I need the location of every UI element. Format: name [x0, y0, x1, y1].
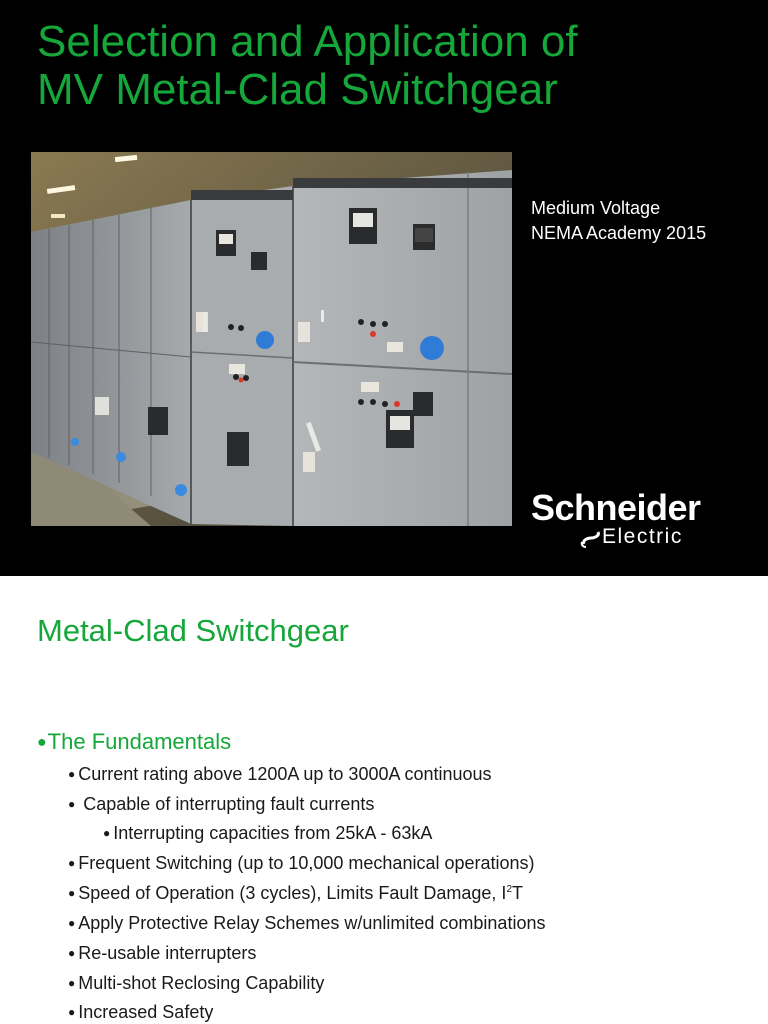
bullet-dot-icon: ●: [68, 767, 76, 781]
schneider-electric-logo: [531, 488, 741, 550]
bullet-text-suffix: T: [512, 883, 523, 903]
logo-subword: [602, 526, 683, 548]
bullet-text: Current rating above 1200A up to 3000A continuous: [78, 764, 492, 784]
slide-title-line-2: MV Metal-Clad Switchgear: [37, 65, 558, 114]
slide-title-line-1: Selection and Application of: [37, 17, 578, 66]
bullet-item: [68, 1000, 213, 1024]
bullet-item: [68, 881, 523, 905]
slide-subtitle: [531, 196, 706, 246]
subtitle-line-2: NEMA Academy 2015: [531, 223, 707, 243]
bullet-dot-icon: ●: [68, 1005, 76, 1019]
subtitle-line-1: Medium Voltage: [531, 198, 661, 218]
bullet-dot-icon: ●: [103, 826, 111, 840]
bullet-item: [68, 971, 324, 995]
content-slide: [0, 576, 768, 1024]
bullet-text: Apply Protective Relay Schemes w/unlimited combinations: [78, 913, 546, 933]
bullet-text: Speed of Operation (3 cycles), Limits Fault Damage, I: [78, 883, 507, 903]
logo-wordmark: Schneider: [531, 487, 701, 528]
bullet-section: [37, 729, 231, 756]
slide-title: [37, 18, 757, 114]
bullet-text: Frequent Switching (up to 10,000 mechanical operations): [78, 853, 535, 873]
bullet-text: Multi-shot Reclosing Capability: [78, 973, 325, 993]
bullet-text: Re-usable interrupters: [78, 943, 257, 963]
bullet-dot-icon: ●: [68, 856, 76, 870]
superscript: 2: [506, 884, 512, 895]
bullet-item: [68, 762, 492, 786]
bullet-item: [68, 851, 535, 875]
bullet-item: [68, 941, 256, 965]
bullet-text: Interrupting capacities from 25kA - 63kA: [113, 823, 433, 843]
bullet-dot-icon: ●: [68, 886, 76, 900]
bullet-dot-icon: ●: [68, 976, 76, 990]
sub-bullet-item: [103, 821, 432, 845]
bullet-dot-icon: ●: [68, 946, 76, 960]
bullet-item: [68, 911, 545, 935]
logo-subword-text: Electric: [602, 525, 683, 548]
bullet-text: The Fundamentals: [47, 729, 232, 754]
switchgear-photo: [31, 152, 512, 526]
bullet-item: [68, 792, 374, 816]
bullet-dot-icon: ●: [68, 797, 76, 811]
bullet-text: Increased Safety: [78, 1002, 214, 1022]
bullet-text: Capable of interrupting fault currents: [78, 794, 375, 814]
bullet-dot-icon: ●: [37, 734, 47, 751]
bullet-dot-icon: ●: [68, 916, 76, 930]
slide-heading: Metal-Clad Switchgear: [37, 613, 349, 648]
logo-se-icon: [580, 528, 602, 548]
